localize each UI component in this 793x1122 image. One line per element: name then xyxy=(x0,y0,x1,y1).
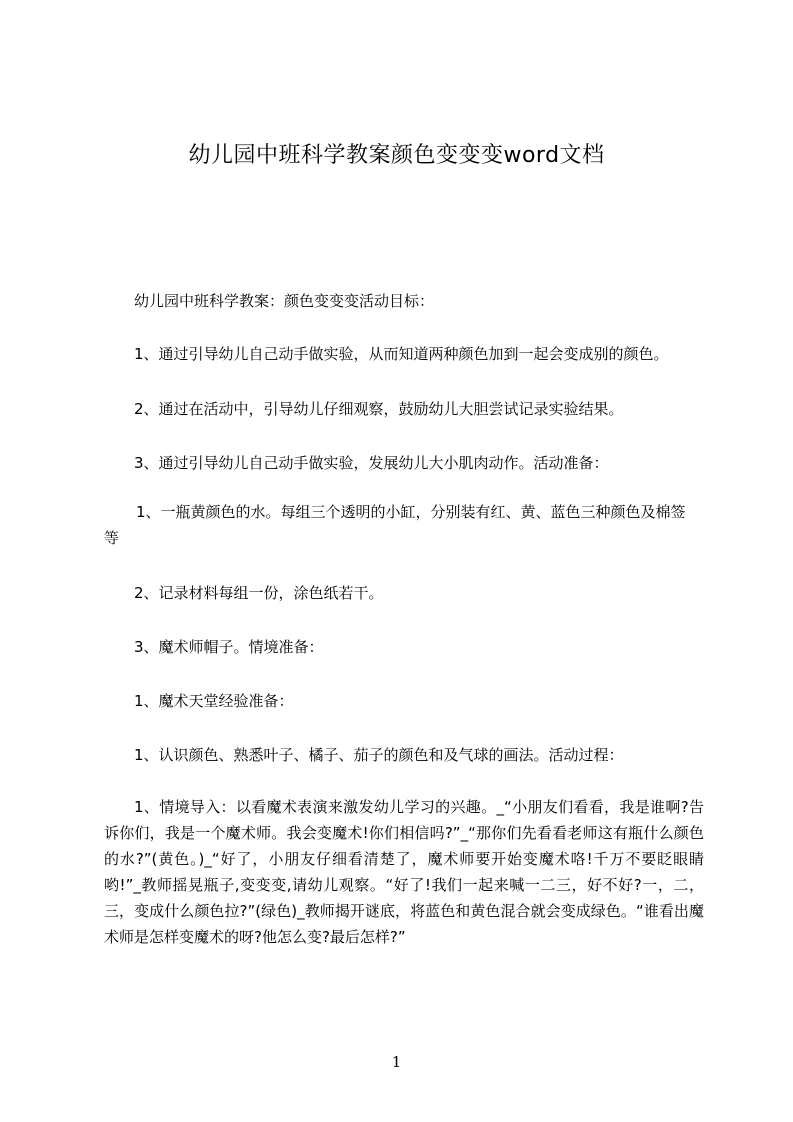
paragraph-goal-1: 1、通过引导幼儿自己动手做实验，从而知道两种颜色加到一起会变成别的颜色。 xyxy=(134,345,669,363)
page-number: 1 xyxy=(391,1053,402,1071)
paragraph-experience-1: 1、认识颜色、熟悉叶子、橘子、茄子的颜色和及气球的画法。活动过程： xyxy=(134,746,624,764)
paragraph-prep-1: 1、一瓶黄颜色的水。每组三个透明的小缸，分别装有红、黄、蓝色三种颜色及棉签等 xyxy=(104,503,686,547)
paragraph-intro: 幼儿园中班科学教案：颜色变变变活动目标： xyxy=(134,292,435,310)
paragraph-prep-2: 2、记录材料每组一份，涂色纸若干。 xyxy=(134,584,384,602)
document-title: 幼儿园中班科学教案颜色变变变word文档 xyxy=(188,143,605,168)
paragraph-scene-1: 1、魔术天堂经验准备： xyxy=(134,692,294,710)
paragraph-prep-3: 3、魔术师帽子。情境准备： xyxy=(134,638,324,656)
paragraph-goal-2: 2、通过在活动中，引导幼儿仔细观察，鼓励幼儿大胆尝试记录实验结果。 xyxy=(134,400,624,418)
paragraph-process-1: 1、情境导入：以看魔术表演来激发幼儿学习的兴趣。_“小朋友们看看，我是谁啊?告诉你们，我是一个魔术师。我会变魔术!你们相信吗?”_“那你们先看看老师这有瓶什么颜色的水?”(黄色。)_“好了，小朋友仔细看清楚了，魔术师要开始变魔术咯!千万不要眨眼睛哟!”_教师摇晃瓶子,变变变,请幼儿观察。“好了!我们一起来喊一二三，好不好?一，二，三，变成什么颜色拉?”(绿色)_教师揭开谜底，将蓝色和黄色混合就会变成绿色。“谁看出魔术师是怎样变魔术的呀?他怎么变?最后怎样?” xyxy=(104,798,704,946)
paragraph-goal-3: 3、通过引导幼儿自己动手做实验，发展幼儿大小肌肉动作。活动准备： xyxy=(134,454,609,472)
